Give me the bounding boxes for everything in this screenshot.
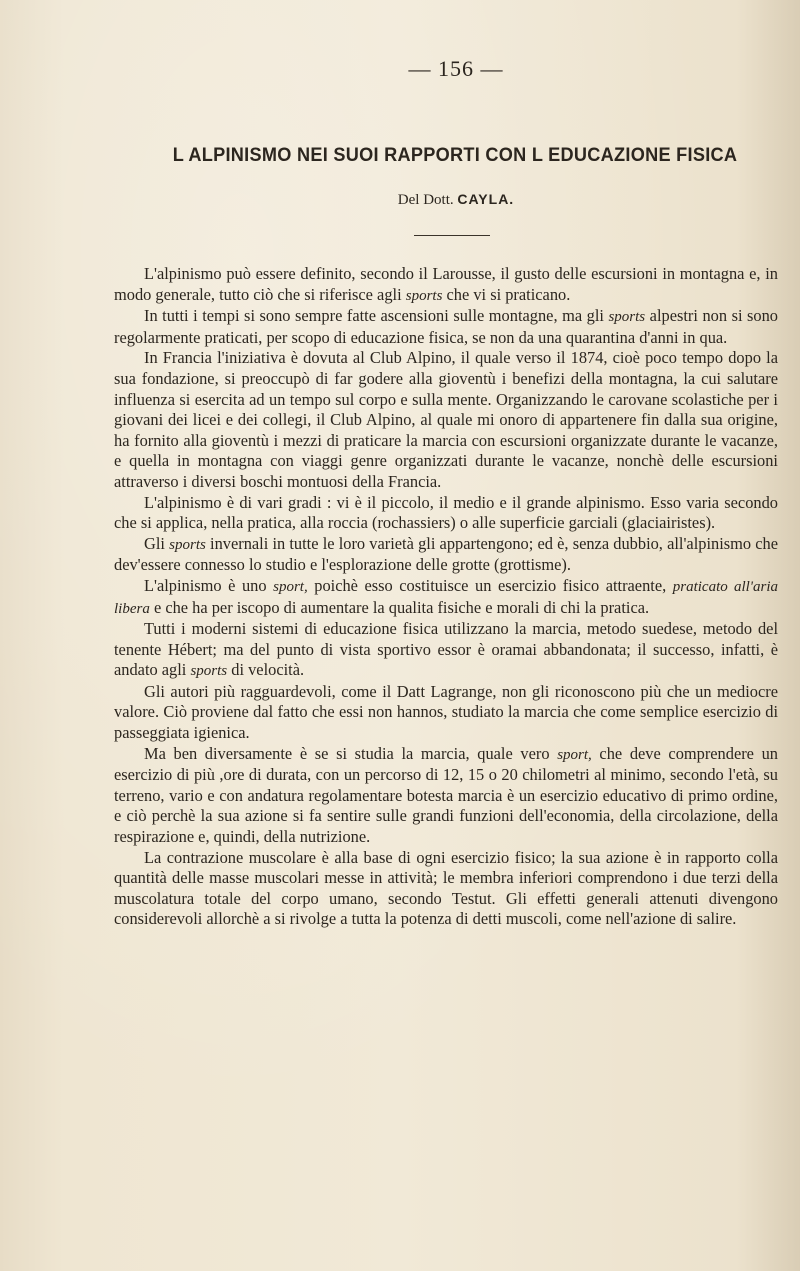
paragraph-8: Gli autori più ragguardevoli, come il Datt Lagrange, non gli riconoscono più che un mediocre valore. Ciò proviene dal fatto che essi non hannos, studiato la marcia che come semplice esercizio di passeggiata igienica.	[114, 681, 778, 743]
paragraph-6: L'alpinismo è uno sport, poichè esso costituisce un esercizio fisico attraente, praticato all'aria libera e che ha per iscopo di aumentare la qualita fisiche e morali di chi la pratica.	[114, 575, 778, 617]
article-title: L ALPINISMO NEI SUOI RAPPORTI CON L EDUCAZIONE FISICA	[172, 144, 738, 166]
paragraph-4: L'alpinismo è di vari gradi : vi è il piccolo, il medio e il grande alpinismo. Esso varia secondo che si applica, nella pratica, alla roccia (rochassiers) o alle superficie garciali (glaciairistes).	[114, 492, 778, 533]
page-number: — 156 —	[408, 56, 504, 81]
byline-author: CAYLA.	[457, 191, 515, 207]
byline-prefix: Del Dott.	[397, 192, 454, 208]
byline	[0, 191, 800, 209]
paragraph-9: Ma ben diversamente è se si studia la marcia, quale vero sport, che deve comprendere un esercizio di più ,ore di durata, con un percorso di 12, 15 o 20 chilometri al minimo, secondo l'età, su terreno, vario e con andatura regolamentare botesta marcia è un esercizio educativo di primo ordine, e ciò perchè la sua azione si fa sentire sulle grandi funzioni dell'economia, della circolazione, della respirazione e, quindi, della nutrizione.	[114, 743, 778, 847]
paragraph-5: Gli sports invernali in tutte le loro varietà gli appartengono; ed è, senza dubbio, all'alpinismo che dev'essere connesso lo studio e l'esplorazione delle grotte (grottisme).	[114, 533, 779, 575]
article-body	[114, 264, 778, 930]
paragraph-7: Tutti i moderni sistemi di educazione fisica utilizzano la marcia, metodo suedese, metodo del tenente Hébert; ma del punto di vista sportivo essor è oramai abbandonata; il successo, infatti, è andato agli sports di velocità.	[114, 619, 778, 680]
paragraph-3: In Francia l'iniziativa è dovuta al Club Alpino, il quale verso il 1874, cioè poco tempo dopo la sua fondazione, si preoccupò di far godere alla gioventù i benefizi della montagna, la cui salutare influenza si esercita ad un tempo sul corpo e sulla mente. Organizzando le carovane scolastiche per i giovani dei licei e dei collegi, il Club Alpino, al quale mi onoro di appartenere fin dalla sua origine, ha fornito alla gioventù i mezzi di praticare la marcia con escursioni organizzate durante le vacanze, e quella in montagna con viaggi genre organizzati durante le vacanze, nonchè delle escursioni attraverso i diversi boschi montuosi della Francia.	[114, 348, 778, 491]
title-divider	[414, 235, 490, 236]
paragraph-10: La contrazione muscolare è alla base di ogni esercizio fisico; la sua azione è in rapporto colla quantità delle masse muscolari messe in attività; le membra inferiori comprendono i due terzi della muscolatura totale del corpo umano, secondo Testut. Gli effetti generali attenuti divengono considerevoli allorchè a si rivolge a tutta la potenza di detti muscoli, come nell'azione di salire.	[114, 847, 778, 929]
paragraph-2: In tutti i tempi si sono sempre fatte ascensioni sulle montagne, ma gli sports alpestri non si sono regolarmente praticati, per scopo di educazione fisica, se non da una quarantina d'anni in qua.	[114, 306, 778, 347]
paragraph-1: L'alpinismo può essere definito, secondo il Larousse, il gusto delle escursioni in montagna e, in modo generale, tutto ciò che si riferisce agli sports che vi si praticano.	[114, 264, 778, 304]
